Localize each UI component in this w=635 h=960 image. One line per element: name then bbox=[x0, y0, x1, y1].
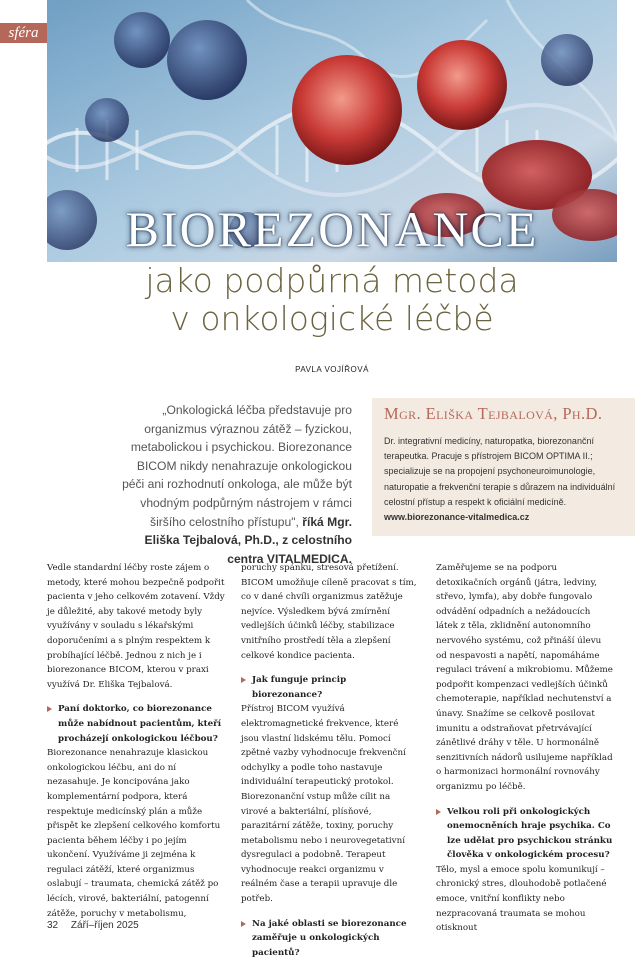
article-subtitle bbox=[47, 262, 617, 338]
triangle-bullet-icon bbox=[241, 677, 246, 683]
question-text: Velkou roli při onkologických onemocněních hraje psychika. Co lze udělat pro psychickou stránku člověka v onkologickém procesu? bbox=[447, 806, 613, 861]
issue-label: Září–říjen 2025 bbox=[70, 920, 139, 931]
question bbox=[241, 917, 419, 960]
bio-box bbox=[372, 398, 635, 536]
paragraph: Biorezonance nenahrazuje klasickou onkologickou léčbu, ani do ní nezasahuje. Je koncipována jako komplementární podpora, která respektuje medicínský plán a může přispět ke zlepšení celkového komfortu pacienta během léčby i po jejím ukončení. Využíváme ji zejména k regulaci zátěží, které organizmus oslabují – traumata, chemická zátěž po lécích, virové, bakteriální, patogenní zátěže, poruchy v metabolismu, bbox=[47, 748, 221, 919]
question-text: Paní doktorko, co biorezonance může nabídnout pacientům, kteří procházejí onkologickou léčbou? bbox=[58, 704, 221, 744]
bio-description: Dr. integrativní medicíny, naturopatka, biorezonanční terapeutka. Pracuje s přístrojem BICOM OPTIMA II.; specializuje se na propojení psychoneuroimunologie, naturopatie a frekvenční terapie s důrazem na individuální celostní přístup a respekt k oficiální medicíně. bbox=[384, 436, 616, 507]
question bbox=[241, 673, 419, 702]
triangle-bullet-icon bbox=[241, 921, 246, 927]
paragraph: Vedle standardní léčby roste zájem o metody, které mohou bezpečně podpořit pacienta v jeho celkovém zotavení. Vždy je důležité, aby takové metody byly využívány v souladu s lékařskými doporučeními a s plným respektem k probíhající léčbě. Jednou z nich je i biorezonance BICOM, kterou v praxi využívá Dr. Eliška Tejbalová. bbox=[47, 563, 225, 690]
bio-name: Mgr. Eliška Tejbalová, Ph.D. bbox=[384, 404, 603, 423]
lead-quote bbox=[112, 401, 352, 568]
triangle-bullet-icon bbox=[47, 706, 52, 712]
bio-website-link[interactable]: www.biorezonance-vitalmedica.cz bbox=[384, 512, 530, 523]
paragraph: Přístroj BICOM využívá elektromagnetické frekvence, které jsou vlastní lidskému tělu. Pomocí zpětné vazby vyhodnocuje frekvenční odchylky a podle toho nastavuje individuální terapeutický protokol. Biorezonanční vstup může cílit na virové a bakteriální, plísňové, parazitární zátěže, toxiny, poruchy metabolismu nebo i neurovegetativní dysregulaci a podobně. Terapeut vyhodnocuje reakci organizmu v reálném čase a terapii upravuje dle potřeb. bbox=[241, 704, 406, 905]
subtitle-line: v onkologické léčbě bbox=[170, 299, 494, 338]
question bbox=[47, 702, 225, 746]
article-title: BIOREZONANCE bbox=[125, 201, 539, 257]
page-number: 32 bbox=[47, 920, 59, 931]
column-2 bbox=[241, 561, 419, 960]
paragraph: Zaměřujeme se na podporu detoxikačních orgánů (játra, ledviny, střevo, lymfa), aby dobře fungovalo odvádění odpadních a nežádoucích látek z těla, zklidnění autonomního nervového systému, což přináší úlevu od nespavosti a napětí, napomáháme regulaci trávení a mikrobiomu. Můžeme podpořit kompenzaci vedlejších účinků chemoterapie, například nechutenství a únavy. Snažíme se celkově posilovat imunitu a odstraňovat přetrvávající zánětlivé dráhy v těle. U hormonálně senzitivních nádorů usilujeme například o harmonizaci hormonální rovnováhy organizmu po léčbě. bbox=[436, 563, 613, 792]
paragraph: poruchy spánku, stresová přetížení. BICOM umožňuje cíleně pracovat s tím, co v dané chvíli organizmus zatěžuje nejvíce. Výsledkem bývá zmírnění vedlejších účinků léčby, stabilizace vnitřního prostředí těla a zlepšení celkové kondice pacienta. bbox=[241, 563, 417, 661]
hero-image bbox=[47, 0, 617, 262]
lead-quote-text: „Onkologická léčba představuje pro organizmus výraznou zátěž – fyzickou, metabolickou i psychickou. Biorezonance BICOM nikdy nenahrazuje onkologickou péči ani rozhodnutí onkologa, ale může být vhodným podpůrným nástrojem v rámci širšího celostního přístupu", bbox=[122, 403, 352, 529]
author-byline: PAVLA VOJÍŘOVÁ bbox=[295, 365, 369, 374]
bio-text bbox=[384, 434, 629, 525]
question bbox=[436, 805, 614, 863]
lead-attribution: říká Mgr. Eliška Tejbalová, Ph.D., z celostního centra VITALMEDICA. bbox=[144, 514, 352, 566]
question-text: Jak funguje princip biorezonance? bbox=[252, 675, 347, 700]
triangle-bullet-icon bbox=[436, 809, 441, 815]
subtitle-line: jako podpůrná metoda bbox=[145, 261, 519, 300]
column-1 bbox=[47, 561, 225, 921]
section-tag: sféra bbox=[0, 23, 47, 43]
page-footer bbox=[47, 920, 139, 931]
column-3 bbox=[436, 561, 614, 936]
question-text: Na jaké oblasti se biorezonance zaměřuje u onkologických pacientů? bbox=[252, 918, 407, 958]
paragraph: Tělo, mysl a emoce spolu komunikují – chronický stres, dlouhodobě potlačené emoce, vnitřní konflikty nebo nezpracovaná traumata se mohou otisknout bbox=[436, 864, 607, 934]
